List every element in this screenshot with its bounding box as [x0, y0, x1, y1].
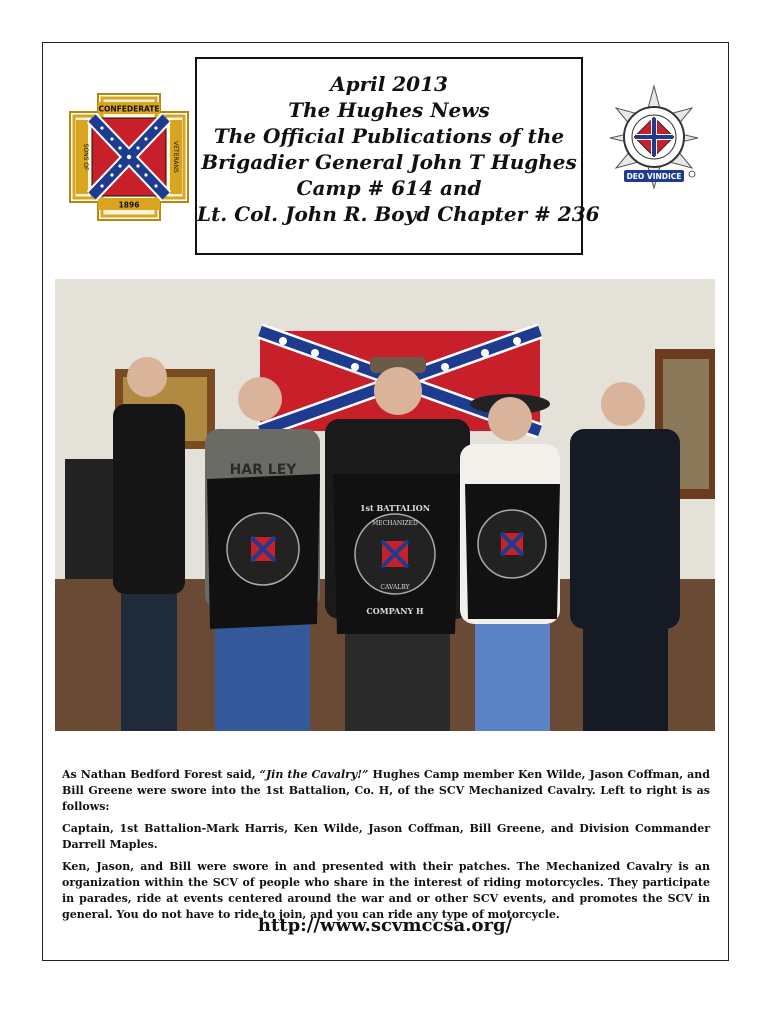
scv-logo-right [602, 82, 706, 194]
photo-caption [62, 767, 710, 929]
deo-vindice-logo-icon [602, 82, 706, 194]
footer-url[interactable]: http://www.scvmccsa.org/ [257, 915, 513, 936]
title-line-3: The Official Publications of the [213, 124, 565, 148]
caption-paragraph-3: Ken, Jason, and Bill were swore in and presented with their patches. The Mechanized Cavalry is an organization within the SCV of people who share in the interest of riding motorcycles. They participate in parades, ride at events centered around the war and or other SCV events, and promotes the SCV in general. You do not have to ride to join, and you can ride any type of motorcycle. [62, 860, 710, 921]
newsletter-name: The Hughes News [288, 98, 490, 122]
title-line-6: Lt. Col. John R. Boyd Chapter # 236 [197, 202, 600, 226]
logo-top-text: CONFEDERATE [98, 104, 160, 114]
newsletter-title-box [195, 57, 600, 255]
caption-paragraph-2: Captain, 1st Battalion-Mark Harris, Ken Wilde, Jason Coffman, Bill Greene, and Division Commander Darrell Maples. [62, 822, 710, 851]
caption-p1-after: Hughes Camp member Ken Wilde, Jason Coffman, and Bill Greene were swore into the 1st Battalion, Co. H, of the SCV Mechanized Cavalry. Left to right is as follows: [62, 768, 710, 813]
group-photo-image [55, 279, 715, 731]
scv-logo-left [68, 92, 190, 222]
patch-text-3: CAVALRY [380, 584, 410, 591]
title-line-5: Camp # 614 and [296, 176, 482, 200]
group-photo [55, 279, 715, 731]
logo-year-text: 1896 [118, 200, 140, 210]
logo-left-text: SONS OF [82, 143, 89, 171]
patch-text-2: MECHANIZED [372, 520, 418, 527]
logo-right-text: VETERANS [172, 141, 179, 173]
shirt-text: HAR LEY [229, 462, 297, 478]
caption-paragraph-1 [62, 767, 710, 815]
patch-text-1: 1st BATTALION [359, 503, 431, 513]
caption-p1-before: As Nathan Bedford Forest said, [62, 768, 260, 781]
title-line-4: Brigadier General John T Hughes [201, 150, 577, 174]
confederate-veterans-logo-icon [68, 92, 190, 222]
deo-vindice-text: DEO VINDICE [626, 172, 682, 181]
patch-text-4: COMPANY H [366, 606, 424, 616]
caption-quote: “Jin the Cavalry!” [259, 768, 369, 781]
issue-date: April 2013 [330, 72, 448, 96]
